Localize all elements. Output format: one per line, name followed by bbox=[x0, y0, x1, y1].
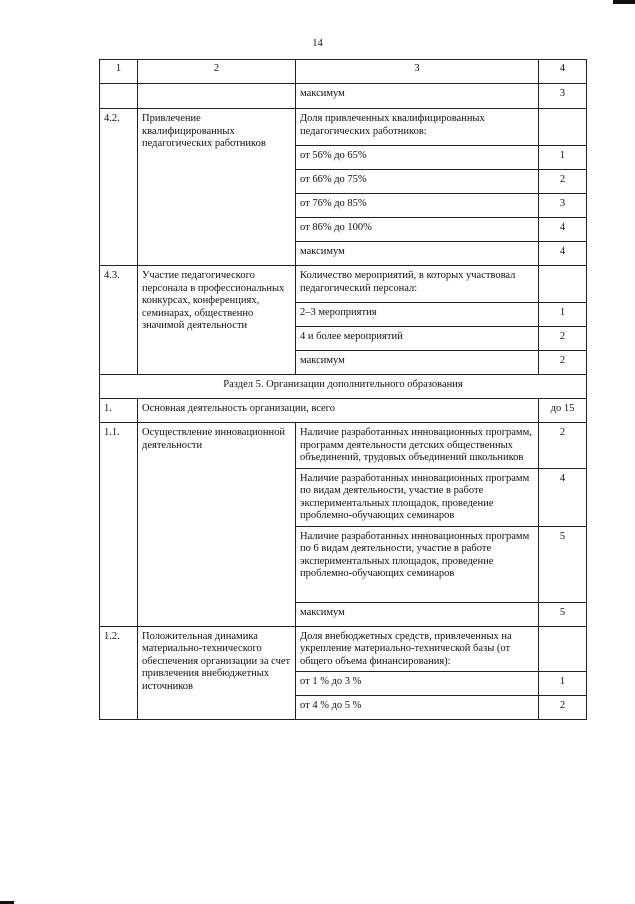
table-row bbox=[100, 399, 587, 423]
cell-indicator: 2–3 мероприятия bbox=[296, 303, 539, 327]
table-row bbox=[100, 626, 587, 672]
cell-score: 2 bbox=[539, 351, 587, 375]
cell-score: до 15 bbox=[539, 399, 587, 423]
cell-criterion: Положительная динамика материально-технического обеспечения организации за счет привлечения внебюджетных источников bbox=[138, 626, 296, 720]
cell-score: 3 bbox=[539, 84, 587, 109]
cell-criterion: Привлечение квалифицированных педагогических работников bbox=[138, 109, 296, 266]
cell-criterion: Участие педагогического персонала в профессиональных конкурсах, конференциях, семинарах, общественно значимой деятельности bbox=[138, 266, 296, 375]
cell-indicator: максимум bbox=[296, 242, 539, 266]
cell-indicator: максимум bbox=[296, 84, 539, 109]
cell-score: 2 bbox=[539, 327, 587, 351]
cell-criterion bbox=[138, 84, 296, 109]
section-title: Раздел 5. Организации дополнительного образования bbox=[100, 375, 587, 399]
cell-score: 5 bbox=[539, 602, 587, 626]
header-cell: 3 bbox=[296, 60, 539, 84]
cell-indicator: от 56% до 65% bbox=[296, 146, 539, 170]
cell-number: 1.1. bbox=[100, 423, 138, 627]
scan-mark-top bbox=[613, 0, 635, 4]
table-row bbox=[100, 266, 587, 303]
header-cell: 2 bbox=[138, 60, 296, 84]
cell-score bbox=[539, 626, 587, 672]
cell-score: 2 bbox=[539, 696, 587, 720]
cell-indicator: от 86% до 100% bbox=[296, 218, 539, 242]
cell-score: 1 bbox=[539, 672, 587, 696]
cell-indicator: от 4 % до 5 % bbox=[296, 696, 539, 720]
cell-number: 4.3. bbox=[100, 266, 138, 375]
cell-number: 4.2. bbox=[100, 109, 138, 266]
section-row bbox=[100, 375, 587, 399]
cell-score bbox=[539, 109, 587, 146]
cell-score: 4 bbox=[539, 242, 587, 266]
cell-indicator: Наличие разработанных инновационных программ, программ деятельности детских общественных объединений, трудовых объединений школьников bbox=[296, 423, 539, 469]
cell-indicator: Наличие разработанных инновационных программ по 6 видам деятельности, участие в работе экспериментальных площадок, проведение проблемно-обучающих семинаров bbox=[296, 526, 539, 602]
cell-indicator: 4 и более мероприятий bbox=[296, 327, 539, 351]
cell-indicator: от 76% до 85% bbox=[296, 194, 539, 218]
cell-number bbox=[100, 84, 138, 109]
cell-criterion: Осуществление инновационной деятельности bbox=[138, 423, 296, 627]
cell-indicator: Доля внебюджетных средств, привлеченных на укрепление материально-технической базы (от общего объема финансирования): bbox=[296, 626, 539, 672]
cell-criterion: Основная деятельность организации, всего bbox=[138, 399, 539, 423]
cell-score: 4 bbox=[539, 218, 587, 242]
table-row bbox=[100, 423, 587, 469]
cell-indicator: от 66% до 75% bbox=[296, 170, 539, 194]
cell-score: 1 bbox=[539, 146, 587, 170]
criteria-table bbox=[99, 59, 587, 720]
cell-indicator: максимум bbox=[296, 602, 539, 626]
cell-score: 2 bbox=[539, 423, 587, 469]
cell-indicator: Количество мероприятий, в которых участвовал педагогический персонал: bbox=[296, 266, 539, 303]
cell-indicator: Наличие разработанных инновационных программ по видам деятельности, участие в работе экспериментальных площадок, проведение проблемно-обучающих семинаров bbox=[296, 468, 539, 526]
table-header-row bbox=[100, 60, 587, 84]
cell-score: 2 bbox=[539, 170, 587, 194]
cell-indicator: от 1 % до 3 % bbox=[296, 672, 539, 696]
cell-score: 5 bbox=[539, 526, 587, 602]
cell-score: 4 bbox=[539, 468, 587, 526]
header-cell: 4 bbox=[539, 60, 587, 84]
cell-indicator: максимум bbox=[296, 351, 539, 375]
cell-score bbox=[539, 266, 587, 303]
cell-indicator: Доля привлеченных квалифицированных педагогических работников: bbox=[296, 109, 539, 146]
cell-score: 1 bbox=[539, 303, 587, 327]
table-row bbox=[100, 109, 587, 146]
header-cell: 1 bbox=[100, 60, 138, 84]
page-number: 14 bbox=[312, 38, 323, 49]
cell-score: 3 bbox=[539, 194, 587, 218]
cell-number: 1.2. bbox=[100, 626, 138, 720]
cell-number: 1. bbox=[100, 399, 138, 423]
table-row bbox=[100, 84, 587, 109]
